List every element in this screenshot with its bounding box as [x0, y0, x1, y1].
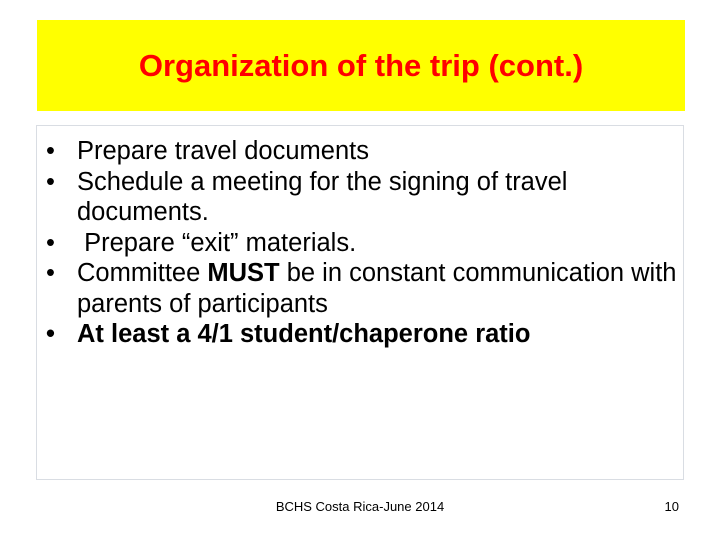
content-area: [36, 125, 684, 480]
bullet-item-2: [43, 167, 683, 228]
bullet-text: Schedule a meeting for the signing of travel documents.: [77, 167, 568, 226]
bullet-text-after: be in constant communication with parents of participants: [77, 259, 684, 318]
bullet-marker: •: [46, 137, 55, 165]
bullet-marker: •: [46, 259, 55, 287]
bullet-item-4: [43, 258, 683, 319]
bullet-text: Prepare travel documents: [77, 137, 369, 165]
slide-number: 10: [664, 499, 679, 514]
bullet-text-emphasis: MUST: [207, 259, 280, 287]
bullet-list: [43, 136, 683, 350]
bullet-item-3: [43, 228, 683, 259]
bullet-marker: •: [46, 167, 55, 196]
slide-footer: BCHS Costa Rica-June 2014: [275, 499, 445, 514]
bullet-text: Prepare “exit” materials.: [77, 228, 357, 257]
bullet-text: At least a 4/1 student/chaperone ratio: [77, 320, 531, 348]
title-banner: [37, 20, 685, 111]
bullet-marker: •: [46, 228, 55, 257]
bullet-item-1: [43, 136, 683, 167]
bullet-text-before: Committee: [77, 259, 208, 287]
bullet-marker: •: [46, 320, 55, 348]
bullet-item-5: [43, 319, 683, 350]
slide-title: Organization of the trip (cont.): [138, 47, 584, 83]
